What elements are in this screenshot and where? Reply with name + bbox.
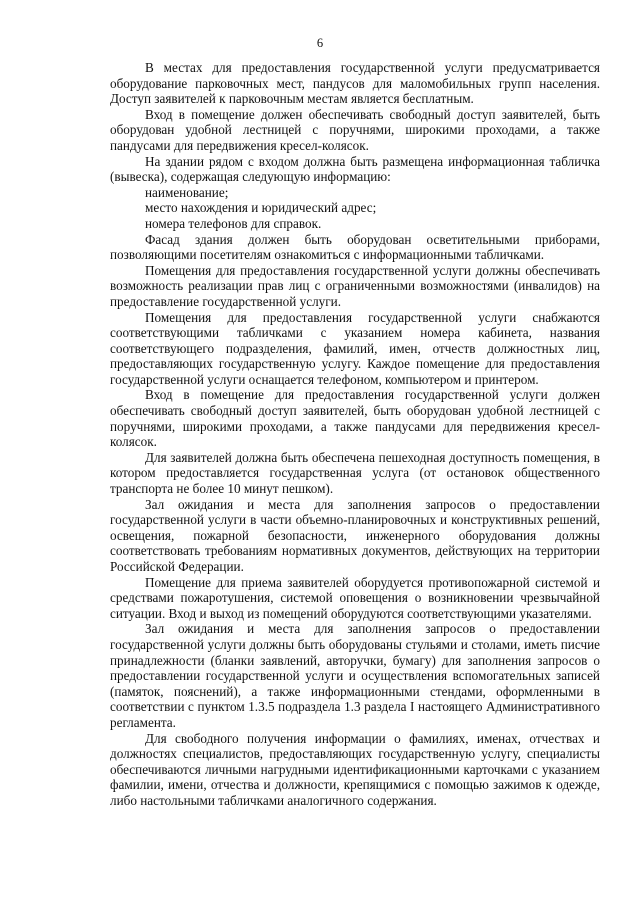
paragraph-room-signs: Помещения для предоставления государственной услуги снабжаются соответствующими табличками с указанием номера кабинета, названия соответствующего подразделения, фамилий, имен, отчеств должностных лиц, предоставляющих государственную услугу. Каждое помещение для предоставления государственной услуги оснащается телефоном, компьютером и принтером. <box>110 309 600 387</box>
paragraph-waiting-hall-equipment: Зал ожидания и места для заполнения запросов о предоставлении государственной услуги должны быть оборудованы стульями и столами, иметь писчие принадлежности (бланки заявлений, авторучки, бумагу) для заполнения запросов о предоставлении государственной услуги и осуществления вспомогательных записей (памяток, пояснений), а также информационными стендами, оформленными в соответствии с пунктом 1.3.5 подраздела 1.3 раздела I настоящего Административного регламента. <box>110 621 600 730</box>
paragraph-info-sign: На здании рядом с входом должна быть размещена информационная табличка (вывеска), содержащая следующую информацию: <box>110 153 600 185</box>
page-number: 6 <box>316 36 324 50</box>
paragraph-entrance-requirements: Вход в помещение для предоставления государственной услуги должен обеспечивать свободный доступ заявителей, быть оборудован удобной лестницей с поручнями, широкими проходами, а также пандусами для передвижения кресел-колясок. <box>110 387 600 450</box>
paragraph-parking: В местах для предоставления государственной услуги предусматривается оборудование парковочных мест, пандусов для маломобильных групп населения. Доступ заявителей к парковочным местам является бесплатным. <box>110 60 600 107</box>
paragraph-entrance-access: Вход в помещение должен обеспечивать свободный доступ заявителей, быть оборудован удобной лестницей с поручнями, широкими проходами, а также пандусами для передвижения кресел-колясок. <box>110 106 600 153</box>
document-body <box>110 60 600 809</box>
paragraph-facade-lighting: Фасад здания должен быть оборудован осветительными приборами, позволяющими посетителям ознакомиться с информационными табличками. <box>110 231 600 263</box>
paragraph-waiting-hall-norms: Зал ожидания и места для заполнения запросов о предоставлении государственной услуги в части объемно-планировочных и конструктивных решений, освещения, пожарной безопасности, инженерного оборудования должны соответствовать требованиям нормативных документов, действующих на территории Российской Федерации. <box>110 496 600 574</box>
list-item-phones: номера телефонов для справок. <box>145 215 322 231</box>
paragraph-staff-badges: Для свободного получения информации о фамилиях, именах, отчествах и должностях специалистов, предоставляющих государственную услугу, специалисты обеспечиваются личными нагрудными идентификационными карточками с указанием фамилии, имени, отчества и должности, крепящимися с помощью зажимов к одежде, либо настольными табличками аналогичного содержания. <box>110 730 600 808</box>
list-item-address: место нахождения и юридический адрес; <box>145 200 377 216</box>
paragraph-fire-safety: Помещение для приема заявителей оборудуется противопожарной системой и средствами пожаротушения, системой оповещения о возникновении чрезвычайной ситуации. Вход и выход из помещений оборудуются соответствующими указателями. <box>110 574 600 621</box>
paragraph-disabled-access: Помещения для предоставления государственной услуги должны обеспечивать возможность реализации прав лиц с ограниченными возможностями (инвалидов) на предоставление государственной услуги. <box>110 262 600 309</box>
paragraph-pedestrian-access: Для заявителей должна быть обеспечена пешеходная доступность помещения, в котором предоставляется государственная услуга (от остановок общественного транспорта не более 10 минут пешком). <box>110 449 600 497</box>
list-item-name: наименование; <box>145 184 229 200</box>
